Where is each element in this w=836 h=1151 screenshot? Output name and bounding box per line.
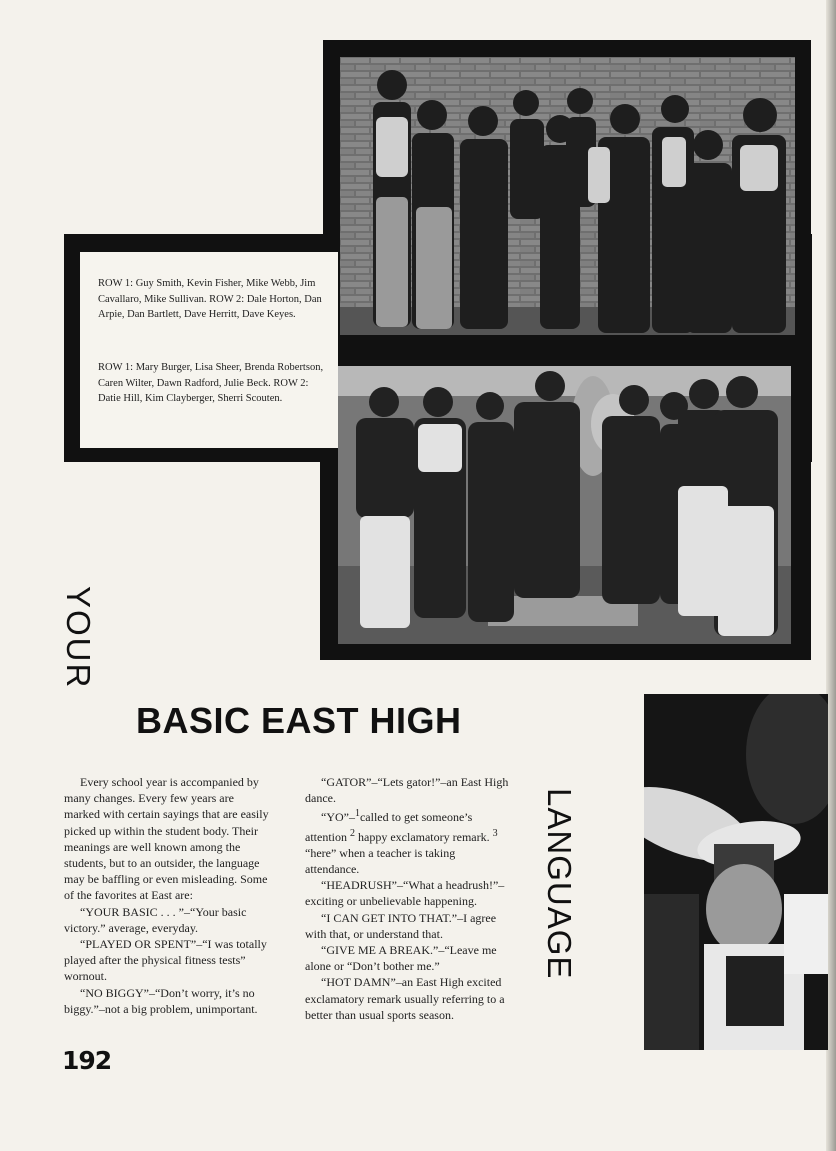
girls-group-photo [338, 366, 791, 644]
article-text: happy exclamatory remark. [355, 829, 493, 844]
article-entry: “NO BIGGY”–“Don’t worry, it’s no biggy.”–not a big problem, unimportant. [64, 985, 258, 1016]
article-text: “here” when a teacher is taking attendance. [305, 845, 456, 877]
article-entry: “YOUR BASIC . . . ”–“Your basic victory.” average, everyday. [64, 904, 247, 935]
band-member-photo [644, 694, 828, 1050]
footnote-marker: 1 [354, 808, 360, 820]
article-entry: “GATOR”–“Lets gator!”–an East High dance. [305, 775, 509, 806]
footnote-marker: 2 [350, 827, 355, 839]
girls-photo-caption: ROW 1: Mary Burger, Lisa Sheer, Brenda Robertson, Caren Wilter, Dawn Radford, Julie Beck. ROW 2: Datie Hill, Kim Clayberger, Sherri Scouten. [98, 362, 324, 404]
article-entry-yo [305, 806, 511, 877]
boys-photo-caption: ROW 1: Guy Smith, Kevin Fisher, Mike Webb, Jim Cavallaro, Mike Sullivan. ROW 2: Dale Horton, Dan Arpie, Dan Bartlett, Dave Herritt, Dave Keyes. [98, 278, 322, 320]
article-text: “YO”– [321, 810, 355, 825]
article-entry: “HOT DAMN”–an East High excited exclamatory remark usually referring to a better than usual sports season. [305, 975, 505, 1022]
article-entry: “GIVE ME A BREAK.”–“Leave me alone or “Don’t bother me.” [305, 943, 497, 974]
page-headline: BASIC EAST HIGH [136, 700, 462, 741]
article-entry: “HEADRUSH”–“What a headrush!”–exciting or unbelievable happening. [305, 878, 505, 909]
article-text: called to get someone’s attention [305, 810, 473, 844]
article-column-2 [305, 774, 511, 1023]
boys-group-photo [340, 57, 795, 335]
article-entry: “PLAYED OR SPENT”–“I was totally played after the physical fitness tests” wornout. [64, 937, 267, 984]
title-vertical-your: YOUR [60, 586, 97, 690]
article-intro: Every school year is accompanied by many changes. Every few years are marked with certain sayings that are easily picked up within the student body. Their meanings are well known among the students, but to an outsider, the language may be baffling or even misleading. Some of the favorites at East are: [64, 775, 269, 903]
article-column-1 [64, 774, 272, 1017]
footnote-marker: 3 [492, 827, 498, 839]
page-number: 192 [62, 1046, 112, 1075]
title-vertical-language: LANGUAGE [541, 788, 578, 980]
article-entry: “I CAN GET INTO THAT.”–I agree with that, or understand that. [305, 910, 497, 941]
